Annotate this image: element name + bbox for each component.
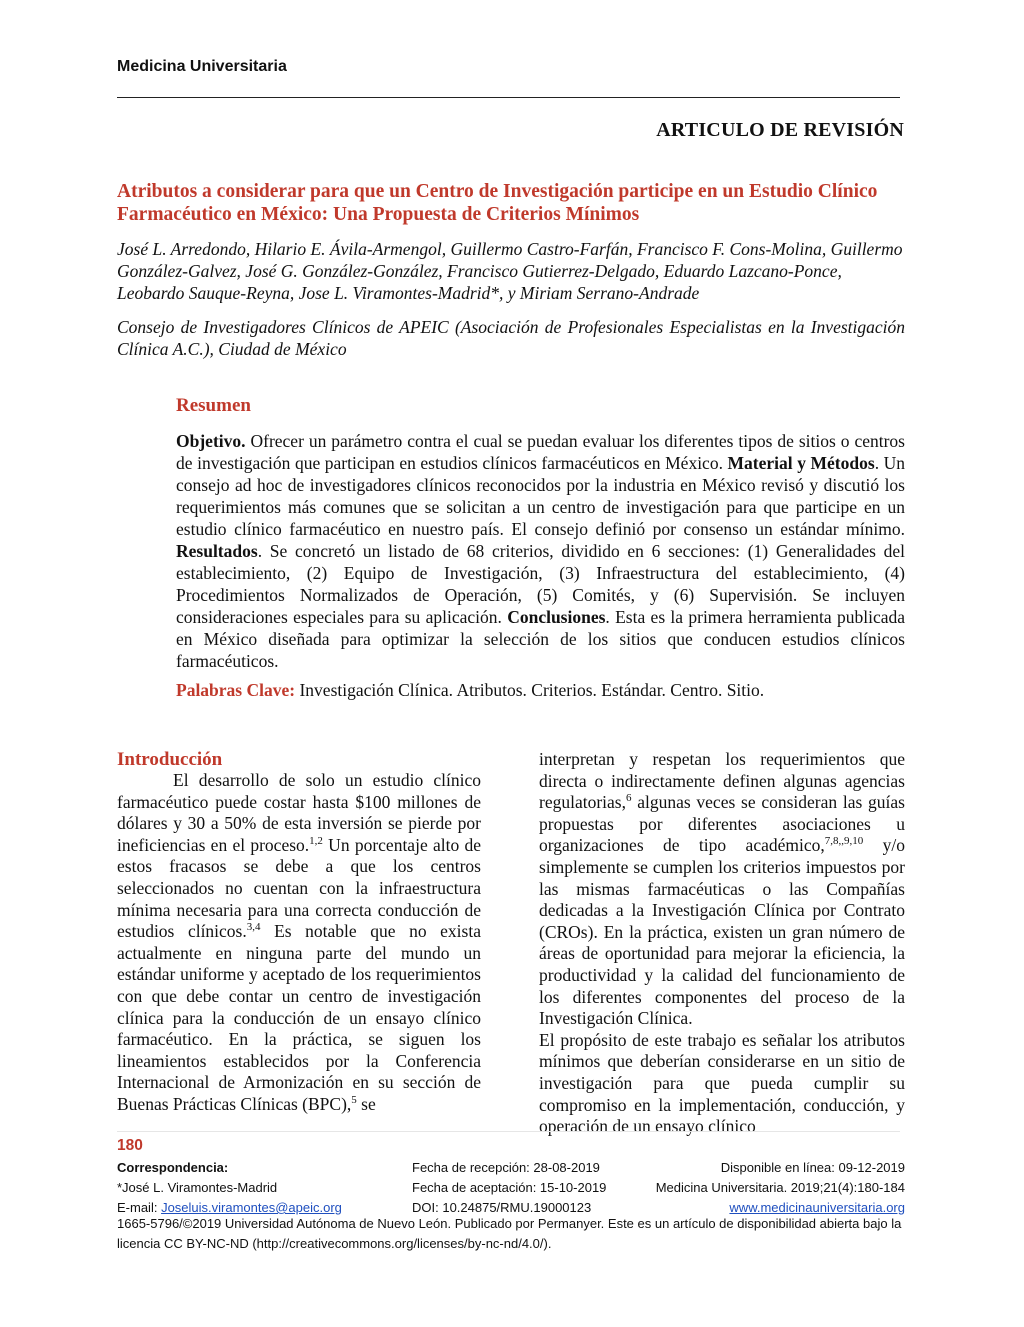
correspondence-name: *José L. Viramontes-Madrid bbox=[117, 1180, 278, 1195]
dates-block bbox=[412, 1158, 606, 1218]
conclusions-label: Conclusiones bbox=[507, 607, 606, 627]
citation-ref: 7,8,,9,10 bbox=[824, 835, 864, 848]
intro-heading: Introducción bbox=[117, 749, 223, 770]
intro-column-left bbox=[117, 770, 481, 1116]
author-list: José L. Arredondo, Hilario E. Ávila-Armengol, Guillermo Castro-Farfán, Francisco F. Cons-Molina, Guillermo González-Galvez, José G. González-González, Francisco Gutierrez-Delgado, Eduardo Lazcano-Ponce, Leobardo Sauque-Reyna, Jose L. Viramontes-Madrid*, y Miriam Serrano-Andrade bbox=[117, 239, 903, 303]
intro-text: se bbox=[356, 1093, 376, 1114]
intro-text: algunas veces se consideran las guías propuestas por diferentes asociaciones u organizaciones de tipo académico, bbox=[539, 792, 905, 856]
methods-text: . Un consejo ad hoc de investigadores clínicos reconocidos por la industria en México revisó y discutió los requerimientos más comunes que se solicitan a un centro de investigación para que participe en un estudio clínico farmacéutico en nuestro país. El consejo definió por consenso un estándar mínimo. bbox=[176, 453, 906, 539]
intro-text: Es notable que no exista actualmente en ninguna parte del mundo un estándar uniforme y aceptado de los requerimientos con que debe contar un centro de investigación clínica para la conducción de un ensayo clínico farmacéutico. En la práctica, se siguen los lineamientos establecidos por la Conferencia Internacional de Armonización en su sección de Buenas Prácticas Clínicas (BPC), bbox=[117, 921, 481, 1114]
citation-ref: 1,2 bbox=[309, 834, 323, 847]
citation-ref: 3,4 bbox=[246, 921, 261, 934]
email-link[interactable]: Joseluis.viramontes@apeic.org bbox=[161, 1200, 342, 1215]
article-title: Atributos a considerar para que un Centro de Investigación participe en un Estudio Clínico Farmacéutico en México: Una Propuesta de Criterios Mínimos bbox=[117, 181, 878, 225]
abstract-heading: Resumen bbox=[176, 395, 251, 416]
footer-rule bbox=[117, 1131, 900, 1132]
keywords-label: Palabras Clave: bbox=[176, 680, 296, 700]
accepted-date: Fecha de aceptación: 15-10-2019 bbox=[412, 1180, 607, 1195]
license-text: 1665-5796/©2019 Universidad Autónoma de Nuevo León. Publicado por Permanyer. Este es un artículo de disponibilidad abierta bajo la licencia CC BY-NC-ND (http://creativecommons.org/licenses/by-nc-nd/4.0/). bbox=[117, 1216, 902, 1251]
page-number: 180 bbox=[117, 1137, 143, 1154]
citation: Medicina Universitaria. 2019;21(4):180-184 bbox=[655, 1180, 905, 1195]
conclusions-text: . Esta es la primera herramienta publicada en México diseñada para optimizar la selección de los sitios que conducen estudios clínicos farmacéuticos. bbox=[176, 607, 905, 671]
abstract-body bbox=[176, 430, 905, 672]
objective-text: Ofrecer un parámetro contra el cual se puedan evaluar los diferentes tipos de sitios o centros de investigación que participan en estudios clínicos farmacéuticos en México. bbox=[176, 431, 905, 473]
online-date: Disponible en línea: 09-12-2019 bbox=[720, 1160, 905, 1175]
methods-label: Material y Métodos bbox=[727, 453, 875, 473]
objective-label: Objetivo. bbox=[176, 431, 246, 451]
correspondence-label: Correspondencia: bbox=[117, 1160, 229, 1175]
received-date: Fecha de recepción: 28-08-2019 bbox=[412, 1160, 600, 1175]
keywords-text: Investigación Clínica. Atributos. Criterios. Estándar. Centro. Sitio. bbox=[295, 680, 765, 700]
intro-column-right bbox=[539, 749, 905, 1138]
intro-text: interpretan y respetan los requerimientos que directa o indirectamente definen algunas agencias regulatorias, bbox=[539, 749, 905, 813]
citation-ref: 6 bbox=[625, 792, 632, 805]
results-label: Resultados bbox=[176, 541, 258, 561]
doi: DOI: 10.24875/RMU.19000123 bbox=[412, 1200, 592, 1215]
header-rule bbox=[117, 97, 900, 98]
publication-block bbox=[656, 1158, 905, 1218]
intro-text: El desarrollo de solo un estudio clínico farmacéutico puede costar hasta $100 millones de dólares y 30 a 50% de esta inversión se pierde por ineficiencias en el proceso. bbox=[117, 770, 481, 855]
email-label: E-mail: bbox=[117, 1200, 162, 1215]
keywords bbox=[176, 679, 905, 701]
intro-paragraph: El propósito de este trabajo es señalar los atributos mínimos que deberían considerarse en un sitio de investigación para que pueda cumplir su compromiso en la implementación, conducción, y operación de un ensayo clínico bbox=[539, 1029, 905, 1137]
citation-ref: 5 bbox=[351, 1094, 357, 1107]
article-type: ARTICULO DE REVISIÓN bbox=[656, 119, 904, 141]
correspondence-block bbox=[117, 1158, 342, 1218]
journal-name: Medicina Universitaria bbox=[117, 58, 287, 75]
intro-paragraph bbox=[117, 770, 481, 1116]
results-text: . Se concretó un listado de 68 criterios, dividido en 6 secciones: (1) Generalidades del establecimiento, (2) Equipo de Investigación, (3) Infraestructura del establecimiento, (4) Procedimientos Normalizados de Operación, (5) Comités, y (6) Supervisión. Se incluyen consideraciones especiales para su aplicación. bbox=[176, 541, 905, 627]
intro-text: Un porcentaje alto de estos fracasos se debe a que los centros seleccionados no cuentan con la infraestructura mínima necesaria para una correcta conducción de estudios clínicos. bbox=[117, 834, 481, 942]
intro-paragraph bbox=[539, 749, 905, 1030]
intro-text: y/o simplemente se cumplen los criterios impuestos por las mismas farmacéuticas o las Compañías dedicadas a la Investigación Clínica por Contrato (CROs). En la práctica, existen un gran número de áreas de oportunidad para mejorar la eficiencia, la productividad y la calidad del funcionamiento de los diferentes componentes del proceso de la Investigación Clínica. bbox=[539, 835, 905, 1029]
affiliation: Consejo de Investigadores Clínicos de APEIC (Asociación de Profesionales Especialistas en la Investigación Clínica A.C.), Ciudad de México bbox=[117, 317, 905, 359]
website-link[interactable]: www.medicinauniversitaria.org bbox=[729, 1200, 905, 1215]
